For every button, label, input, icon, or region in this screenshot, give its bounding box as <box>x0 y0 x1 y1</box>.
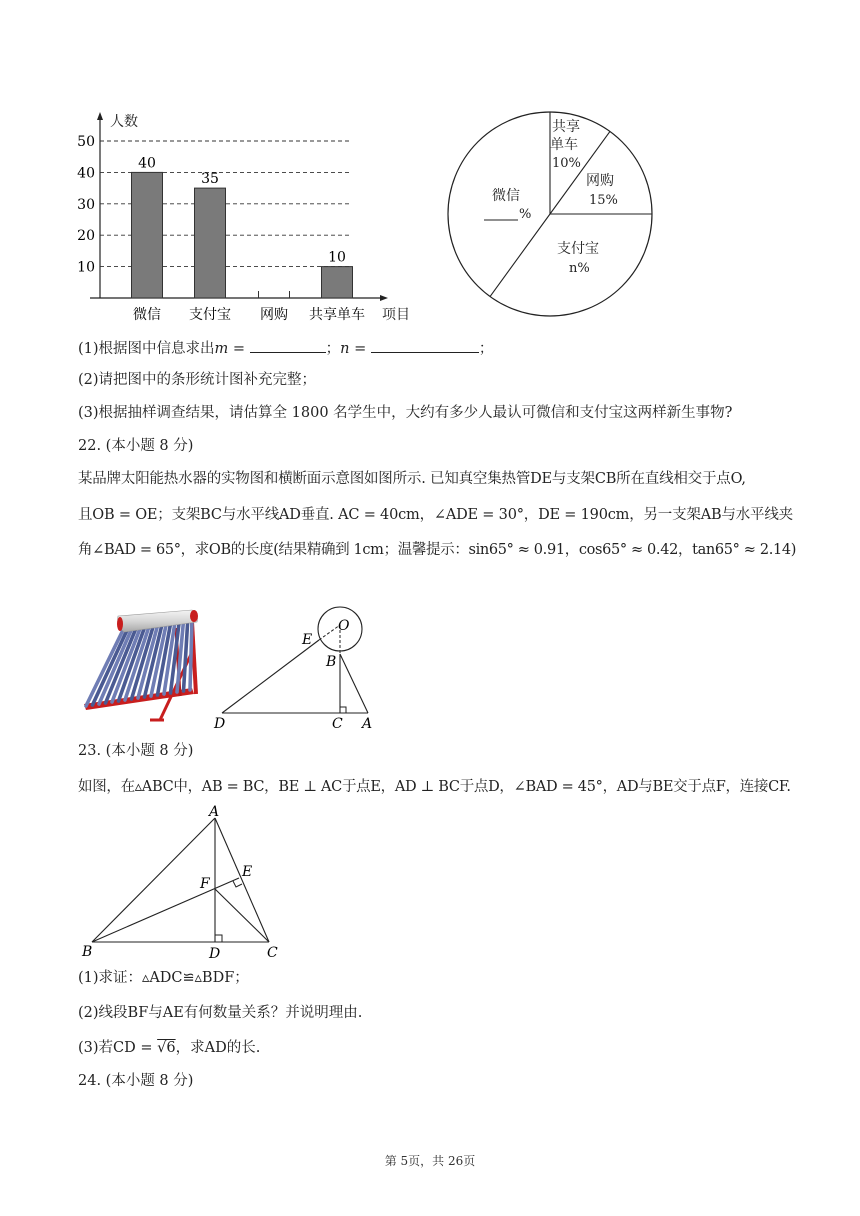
q24-header: 24. (本小题 8 分) <box>78 1073 194 1089</box>
category-label: 微信 <box>133 307 161 323</box>
y-tick-label: 50 <box>77 134 95 150</box>
sqrt-six: √6 <box>157 1040 176 1056</box>
side-AB <box>92 818 215 942</box>
label-A: A <box>209 804 220 820</box>
q23-header: 23. (本小题 8 分) <box>78 743 194 759</box>
q22-line1: 某品牌太阳能热水器的实物图和横断面示意图如图所示. 已知真空集热管DE与支架CB所在直线相交于点O, <box>78 471 746 487</box>
line-OE-dashed <box>319 625 340 640</box>
category-label: 支付宝 <box>189 307 231 323</box>
label-E: E <box>302 632 313 648</box>
q22-diagram <box>210 600 390 732</box>
m-answer-blank[interactable] <box>250 338 326 353</box>
pie-divider <box>490 214 550 297</box>
line-DE <box>222 640 319 713</box>
label-E: E <box>242 864 253 880</box>
segment-BE <box>92 878 239 942</box>
bar <box>195 188 226 298</box>
pie-label-alipay-1: 支付宝 <box>557 241 599 257</box>
q21-part3: (3)根据抽样调查结果，请估算全 1800 名学生中，大约有多少人最认可微信和支付宝这两样新生事物? <box>78 405 733 421</box>
y-tick-label: 40 <box>77 165 95 182</box>
label-F: F <box>200 876 210 892</box>
bar-chart-category-labels <box>133 306 365 323</box>
segment-CF <box>215 889 269 942</box>
q23-part3: (3)若CD = √6，求AD的长. <box>78 1040 261 1056</box>
label-B: B <box>82 944 93 960</box>
label-C: C <box>267 945 278 961</box>
bar <box>132 172 163 298</box>
q21-part1: (1)根据图中信息求出m = ；n = ； <box>78 338 493 359</box>
q22-line3: 角∠BAD = 65°，求OB的长度(结果精确到 1cm；温馨提示：sin65° ≈ 0.91，cos65° ≈ 0.42，tan65° ≈ 2.14) <box>78 542 797 558</box>
q23-part1: (1)求证：▵ADC≌▵BDF； <box>78 970 249 986</box>
pie-label-share-bike-pct: 10% <box>552 156 581 171</box>
bar <box>322 267 353 298</box>
n-answer-blank[interactable] <box>371 338 479 353</box>
pie-label-online-1: 网购 <box>586 173 614 189</box>
bar-chart-xlabel: 项目 <box>382 307 410 323</box>
pie-label-alipay-pct: n% <box>569 261 590 276</box>
bar-chart-tick-labels <box>77 134 95 276</box>
line-AB <box>340 654 368 713</box>
right-angle-C <box>340 707 346 713</box>
pie-label-wechat-1: 微信 <box>492 188 520 204</box>
q23-part2: (2)线段BF与AE有何数量关系？并说明理由. <box>78 1005 363 1021</box>
pie-label-wechat-pct: % <box>519 207 532 222</box>
pie-label-share-bike-2: 单车 <box>550 137 578 153</box>
bar-data-label: 10 <box>328 249 346 266</box>
q21-part2: (2)请把图中的条形统计图补充完整； <box>78 372 317 388</box>
bar-data-label: 40 <box>138 155 156 172</box>
label-D: D <box>209 946 221 962</box>
bar-chart-bars <box>132 155 353 298</box>
label-O: O <box>338 618 350 634</box>
page-footer: 第 5页，共 26页 <box>384 1154 476 1168</box>
bar-chart <box>70 108 420 324</box>
q22-header: 22. (本小题 8 分) <box>78 438 194 454</box>
label-D: D <box>214 716 226 732</box>
category-label: 共享单车 <box>309 307 365 323</box>
y-tick-label: 30 <box>77 196 95 213</box>
pie-label-online-pct: 15% <box>589 193 618 208</box>
solar-heater-photo <box>80 608 202 726</box>
bar-data-label: 35 <box>201 171 219 188</box>
category-label: 网购 <box>260 307 288 323</box>
label-C: C <box>332 716 343 732</box>
q22-line2: 且OB = OE；支架BC与水平线AD垂直. AC = 40cm，∠ADE = 30°，DE = 190cm，另一支架AB与水平线夹 <box>78 507 793 523</box>
y-tick-label: 20 <box>77 228 95 245</box>
right-angle-E <box>233 881 242 887</box>
label-A: A <box>362 716 373 732</box>
q23-line1: 如图，在▵ABC中，AB = BC，BE ⊥ AC于点E，AD ⊥ BC于点D，∠BAD = 45°，AD与BE交于点F，连接CF. <box>78 779 791 795</box>
y-tick-label: 10 <box>77 259 95 276</box>
pie-label-share-bike-1: 共享 <box>552 119 580 135</box>
side-AC <box>215 818 269 942</box>
label-B: B <box>326 654 337 670</box>
pie-chart <box>440 108 664 320</box>
q23-diagram <box>76 804 288 964</box>
bar-chart-ylabel: 人数 <box>110 114 138 130</box>
right-angle-D <box>215 935 222 942</box>
